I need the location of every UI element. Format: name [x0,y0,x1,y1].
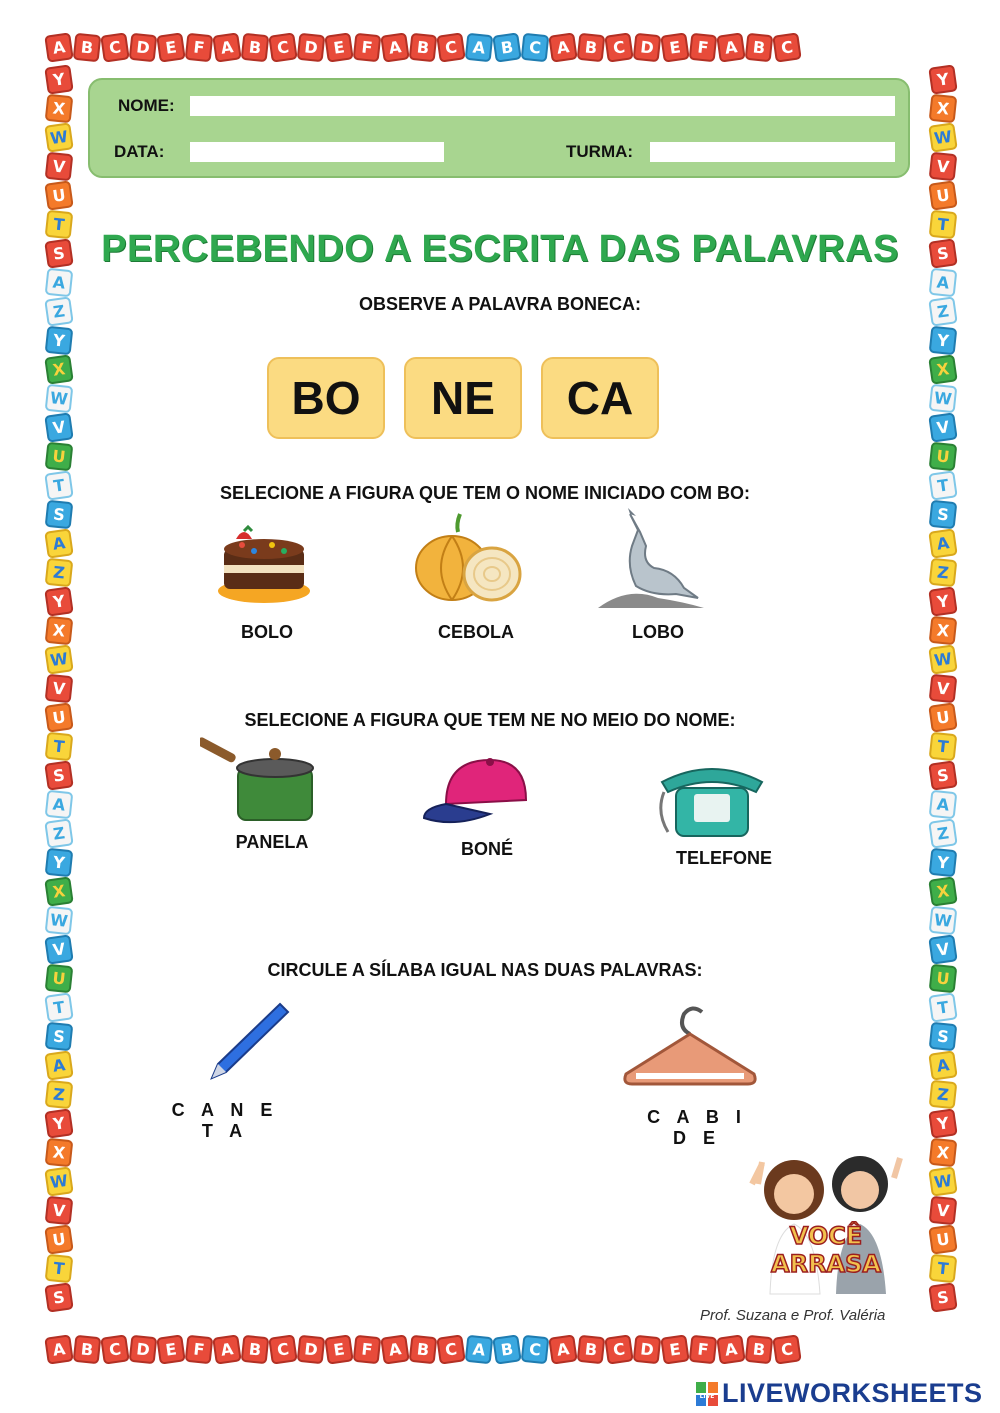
q1-instruction: SELECIONE A FIGURA QUE TEM O NOME INICIADO COM BO: [219,483,750,503]
letter-block: W [928,644,958,674]
onion-image[interactable] [412,512,522,604]
syllable-ne: NE [404,357,522,439]
pan-image[interactable] [200,734,320,824]
letter-block: U [929,964,958,994]
letter-block: C [100,32,130,62]
letter-block: Y [45,848,74,878]
letter-block: U [928,180,958,210]
letter-block: C [604,1334,634,1364]
letter-block: U [929,442,958,472]
letter-block: Y [928,1108,958,1138]
letter-block: X [928,876,958,906]
date-field[interactable] [190,142,444,162]
letter-block: Y [44,64,74,94]
letter-block: C [100,1334,130,1364]
letter-block: W [929,906,958,936]
letter-block: U [45,964,74,994]
letter-block: S [928,760,958,790]
word-panela: PANELA [235,832,309,852]
word-cebola: CEBOLA [438,622,514,642]
liveworksheets-logo [696,1378,983,1409]
letter-block: Y [928,64,958,94]
hanger-image [622,1000,758,1088]
letter-block: S [928,238,958,268]
liveworksheets-icon [696,1382,718,1406]
letter-block: B [492,32,522,62]
letter-block: Z [928,818,958,848]
letter-block: W [45,384,74,414]
page-title: PERCEBENDO A ESCRITA DAS PALAVRAS [101,228,899,270]
letter-block: X [45,94,74,124]
header-panel [88,78,910,178]
letter-block: C [521,1335,550,1365]
letter-block: F [185,1335,214,1365]
letter-block: W [44,122,74,152]
letter-block: T [45,732,74,762]
letter-block: B [577,1335,606,1365]
letter-block: X [45,616,74,646]
name-field[interactable] [190,96,895,116]
letter-block: U [45,442,74,472]
letter-block: V [45,1196,74,1226]
letter-block: C [436,32,466,62]
word-cabide[interactable]: C A B I D E [647,1107,747,1148]
letter-block: X [929,616,958,646]
letter-block: U [44,702,74,732]
letter-block: Z [44,296,74,326]
letter-block: W [928,1166,958,1196]
letter-block: Y [44,586,74,616]
word-telefone: TELEFONE [675,848,772,868]
letter-block: A [45,268,74,298]
date-label: DATA: [114,142,165,161]
letter-block: B [745,1335,774,1365]
word-bolo: BOLO [241,622,293,642]
letter-block: A [212,32,242,62]
letter-block: V [929,674,958,704]
letter-block: T [45,1254,74,1284]
letter-block: X [44,354,74,384]
letter-block: A [380,1334,410,1364]
letter-block: A [212,1334,242,1364]
letter-block: E [324,1334,354,1364]
letter-block: V [929,1196,958,1226]
letter-block: C [604,32,634,62]
letter-block: V [928,934,958,964]
letter-block: X [45,1138,74,1168]
letter-block: A [465,33,494,63]
letter-block: B [409,1335,438,1365]
letter-block: Z [45,1080,74,1110]
letter-block: A [716,32,746,62]
class-label: TURMA: [566,142,634,161]
letter-block: Z [929,1080,958,1110]
liveworksheets-text: LIVEWORKSHEETS [722,1378,983,1408]
letter-block: A [929,790,958,820]
letter-block: D [633,33,662,63]
letter-block: T [44,470,74,500]
observe-instruction: OBSERVE A PALAVRA BONECA: [358,294,642,314]
letter-block: W [44,644,74,674]
letter-block: D [297,1335,326,1365]
letter-block: S [929,1022,958,1052]
letter-block: W [929,384,958,414]
letter-block: Y [45,326,74,356]
letter-block: A [716,1334,746,1364]
letter-block: C [268,1334,298,1364]
border-bottom [46,1336,800,1363]
letter-block: B [492,1334,522,1364]
letter-block: F [689,1335,718,1365]
letter-block: S [928,1282,958,1312]
syllable-ca: CA [541,357,659,439]
letter-block: A [548,32,578,62]
q2-instruction: SELECIONE A FIGURA QUE TEM NE NO MEIO DO NOME: [244,710,736,730]
letter-block: F [353,33,382,63]
letter-block: C [521,33,550,63]
letter-block: A [548,1334,578,1364]
letter-block: E [660,1334,690,1364]
letter-block: C [772,32,802,62]
class-field[interactable] [650,142,895,162]
letter-block: B [241,1335,270,1365]
letter-block: S [44,760,74,790]
letter-block: B [73,33,102,63]
letter-block: A [44,528,74,558]
letter-block: Y [44,1108,74,1138]
credit-text: Prof. Suzana e Prof. Valéria [700,1307,886,1324]
letter-block: T [929,1254,958,1284]
letter-block: X [929,94,958,124]
letter-block: W [45,906,74,936]
letter-block: T [929,732,958,762]
letter-block: C [436,1334,466,1364]
letter-block: A [44,1334,74,1364]
letter-block: A [465,1335,494,1365]
word-lobo: LOBO [632,622,684,642]
syllable-bo: BO [267,357,385,439]
letter-block: X [929,1138,958,1168]
letter-block: B [241,33,270,63]
letter-block: A [929,268,958,298]
letter-block: E [156,1334,186,1364]
name-label: NOME: [118,96,175,115]
wolf-image[interactable] [596,508,706,612]
letter-block: Z [928,296,958,326]
letter-block: W [44,1166,74,1196]
letter-block: V [44,412,74,442]
letter-block: F [185,33,214,63]
letter-block: T [928,992,958,1022]
letter-block: S [45,1022,74,1052]
liveworksheets-mark: LIVE [699,1392,715,1400]
letter-block: U [928,1224,958,1254]
badge-line1: VOCÊ [789,1222,863,1250]
word-bone: BONÉ [460,839,513,859]
letter-block: E [156,32,186,62]
letter-block: A [44,1050,74,1080]
letter-block: U [44,1224,74,1254]
letter-block: A [45,790,74,820]
letter-block: D [129,33,158,63]
letter-block: V [44,934,74,964]
letter-block: B [745,33,774,63]
letter-block: V [929,152,958,182]
letter-block: U [44,180,74,210]
letter-block: T [929,210,958,240]
letter-block: V [928,412,958,442]
letter-block: S [44,1282,74,1312]
letter-block: D [297,33,326,63]
letter-block: U [928,702,958,732]
teachers-illustration [736,1144,916,1296]
letter-block: Z [45,558,74,588]
letter-block: T [44,992,74,1022]
letter-block: Z [44,818,74,848]
letter-block: F [353,1335,382,1365]
letter-block: B [409,33,438,63]
telephone-image[interactable] [656,762,768,840]
letter-block: E [324,32,354,62]
cap-image[interactable] [422,758,530,830]
letter-block: D [129,1335,158,1365]
letter-block: S [45,500,74,530]
letter-block: W [928,122,958,152]
letter-block: Y [929,326,958,356]
letter-block: T [45,210,74,240]
letter-block: Y [929,848,958,878]
letter-block: A [928,528,958,558]
letter-block: S [44,238,74,268]
letter-block: V [45,674,74,704]
letter-block: C [772,1334,802,1364]
cake-image[interactable] [214,525,314,607]
letter-block: A [44,32,74,62]
letter-block: T [928,470,958,500]
pen-image [206,1000,292,1080]
q3-instruction: CIRCULE A SÍLABA IGUAL NAS DUAS PALAVRAS: [267,960,703,980]
letter-block: B [577,33,606,63]
letter-block: Y [928,586,958,616]
letter-block: B [73,1335,102,1365]
letter-block: V [45,152,74,182]
border-top [46,34,800,61]
letter-block: A [380,32,410,62]
letter-block: E [660,32,690,62]
letter-block: C [268,32,298,62]
letter-block: A [928,1050,958,1080]
word-caneta[interactable]: C A N E T A [171,1100,279,1141]
letter-block: D [633,1335,662,1365]
letter-block: Z [929,558,958,588]
letter-block: X [928,354,958,384]
letter-block: F [689,33,718,63]
letter-block: X [44,876,74,906]
badge-line2: ARRASA [771,1250,881,1278]
letter-block: S [929,500,958,530]
